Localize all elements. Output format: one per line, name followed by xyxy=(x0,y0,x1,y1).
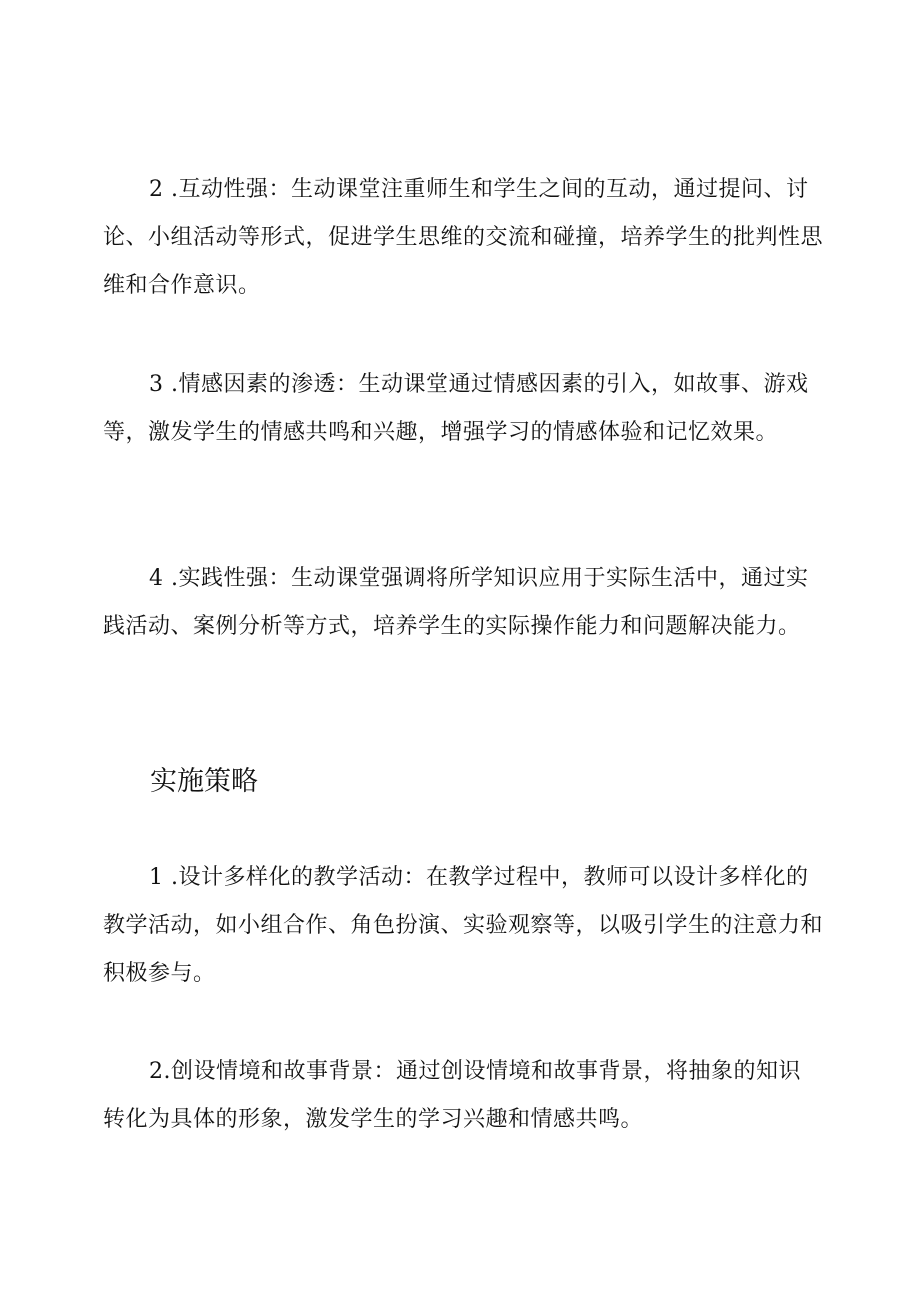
paragraph-diverse-activities: 1 .设计多样化的教学活动：在教学过程中，教师可以设计多样化的教学活动，如小组合作、角色扮演、实验观察等，以吸引学生的注意力和积极参与。 xyxy=(103,865,824,986)
paragraph-practicality: 4 .实践性强：生动课堂强调将所学知识应用于实际生活中，通过实践活动、案例分析等方式，培养学生的实际操作能力和问题解决能力。 xyxy=(103,566,809,639)
paragraph-interactivity: 2 .互动性强：生动课堂注重师生和学生之间的互动，通过提问、讨论、小组活动等形式，促进学生思维的交流和碰撞，培养学生的批判性思维和合作意识。 xyxy=(103,177,824,298)
section-heading-implementation-strategy: 实施策略 xyxy=(150,766,258,797)
paragraph-situational-context: 2.创设情境和故事背景：通过创设情境和故事背景，将抽象的知识转化为具体的形象，激发学生的学习兴趣和情感共鸣。 xyxy=(103,1059,801,1132)
paragraph-emotional-factors: 3 .情感因素的渗透：生动课堂通过情感因素的引入，如故事、游戏等，激发学生的情感共鸣和兴趣，增强学习的情感体验和记忆效果。 xyxy=(103,372,809,445)
